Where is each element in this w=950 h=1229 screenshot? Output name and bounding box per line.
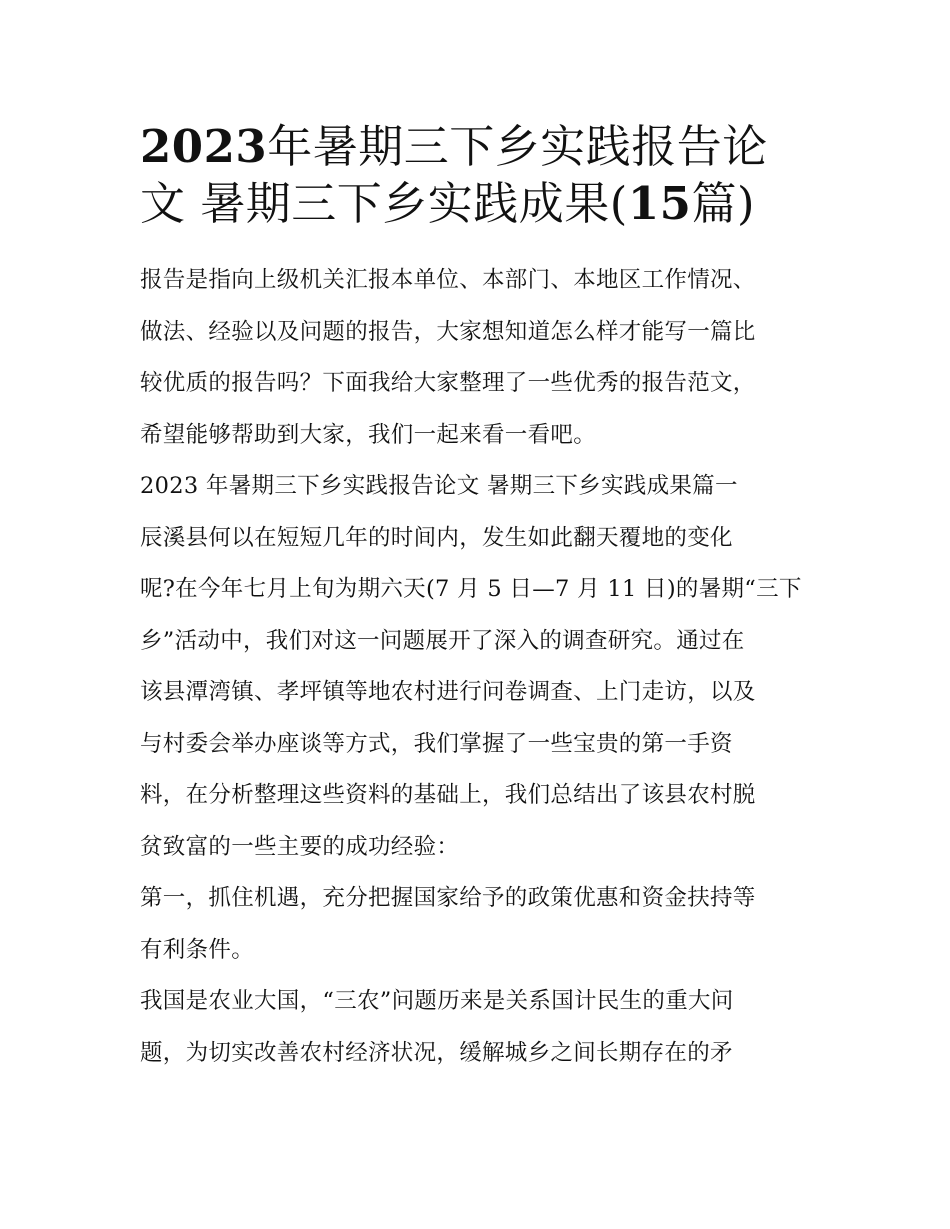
- document-title: [140, 118, 812, 232]
- body-line: 我国是农业大国，“三农”问题历来是关系国计民生的重大问: [140, 988, 734, 1014]
- document-page: [140, 118, 812, 1079]
- document-body: [140, 255, 812, 1079]
- body-line: 乡”活动中，我们对这一问题展开了深入的调查研究。通过在: [140, 627, 745, 654]
- title-count: 15: [627, 177, 692, 230]
- body-line: 该县潭湾镇、孝坪镇等地农村进行问卷调查、上门走访，以及: [140, 679, 756, 705]
- body-line: 第一，抓住机遇，充分把握国家给予的政策优惠和资金扶持等: [140, 885, 756, 911]
- body-line: 贫致富的一些主要的成功经验：: [140, 833, 460, 860]
- title-year: 2023: [140, 120, 268, 173]
- title-line-1: [140, 118, 812, 175]
- body-line: 有利条件。: [140, 936, 255, 963]
- body-line: 较优质的报告吗？下面我给大家整理了一些优秀的报告范文，: [140, 370, 756, 396]
- section-heading: 2023 年暑期三下乡实践报告论文 暑期三下乡实践成果篇一: [140, 473, 738, 499]
- body-line: 料，在分析整理这些资料的基础上，我们总结出了该县农村脱: [140, 782, 756, 808]
- title-line-1-text: 年暑期三下乡实践报告论: [267, 120, 768, 173]
- body-line: 与村委会举办座谈等方式，我们掌握了一些宝贵的第一手资: [140, 730, 733, 757]
- title-line-2: [140, 175, 812, 232]
- body-line: 做法、经验以及问题的报告，大家想知道怎么样才能写一篇比: [140, 318, 756, 345]
- title-line-2-post: 篇): [691, 177, 756, 230]
- body-line: 辰溪县何以在短短几年的时间内，发生如此翻天覆地的变化: [140, 524, 733, 551]
- title-line-2-pre: 文 暑期三下乡实践成果(: [140, 177, 628, 230]
- body-line: 呢?在今年七月上旬为期六天(7 月 5 日—7 月 11 日)的暑期“三下: [140, 576, 802, 602]
- body-line: 希望能够帮助到大家，我们一起来看一看吧。: [140, 421, 597, 448]
- body-line: 题，为切实改善农村经济状况，缓解城乡之间长期存在的矛: [140, 1039, 733, 1066]
- body-line: 报告是指向上级机关汇报本单位、本部门、本地区工作情况、: [140, 267, 756, 293]
